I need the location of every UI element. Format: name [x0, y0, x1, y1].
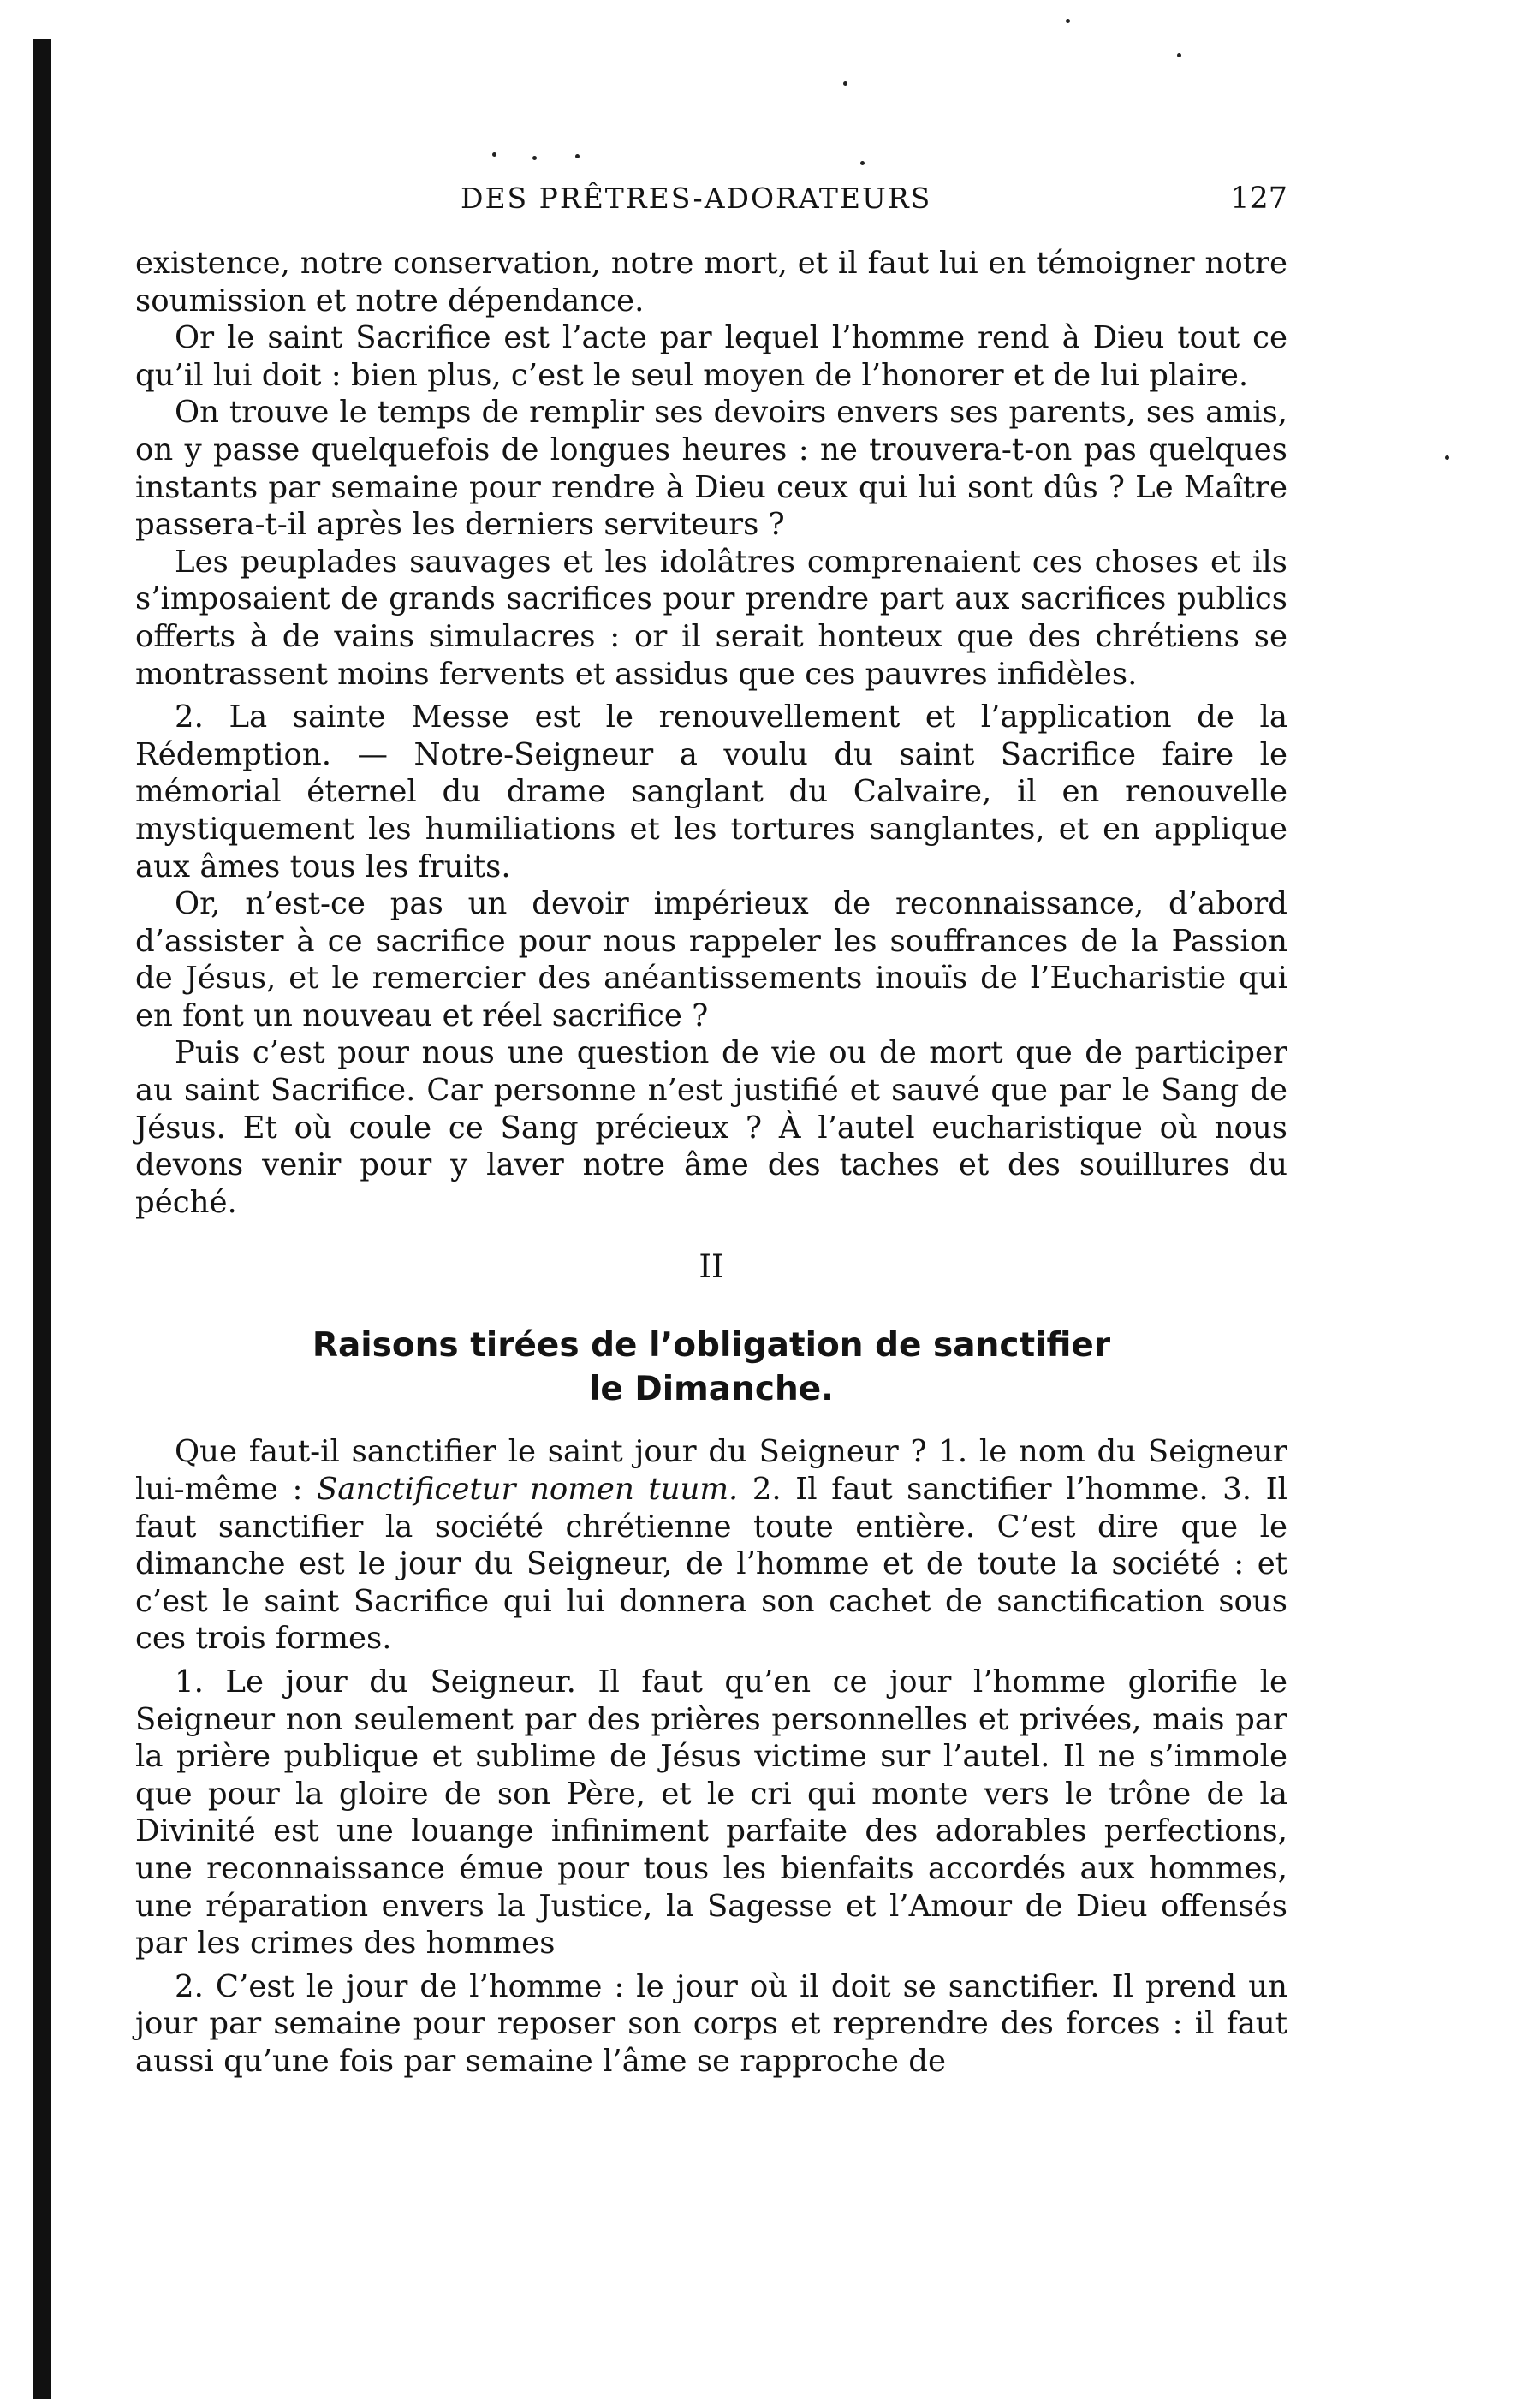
section-heading-line: Raisons tirées de l’obligation de sanctifier [312, 1326, 1111, 1366]
paragraph: Or le saint Sacrifice est l’acte par lequel l’homme rend à Dieu tout ce qu’il lui doit : bien plus, c’est le seul moyen de l’honorer et de lui plaire. [135, 320, 1287, 393]
page-binding-edge [33, 39, 51, 2399]
section-number: II [699, 1248, 724, 1286]
latin-quote: Sanctificetur nomen tuum. [316, 1472, 739, 1508]
paragraph: 1. Le jour du Seigneur. Il faut qu’en ce jour l’homme glorifie le Seigneur non seulement par des prières personnelles et privées, mais par la prière publique et sublime de Jésus victime sur l’autel. Il ne s’immole que pour la gloire de son Père, et le cri qui monte vers le trône de la Divinité est une louange infiniment parfaite des adorables perfections, une reconnaissance émue pour tous les bienfaits accordés aux hommes, une réparation envers la Justice, la Sagesse et l’Amour de Dieu offensés par les crimes des hommes [135, 1664, 1287, 1961]
running-header [135, 182, 1287, 223]
paragraph: 2. La sainte Messe est le renouvellement et l’application de la Rédemption. — Notre-Seigneur a voulu du saint Sacrifice faire le mémorial éternel du drame sanglant du Calvaire, il en renouvelle mystiquement les humiliations et les tortures sanglantes, et en applique aux âmes tous les fruits. [135, 699, 1287, 884]
paragraph: existence, notre conservation, notre mort, et il faut lui en témoigner notre soumission et notre dépendance. [135, 246, 1287, 318]
section-heading-line: le Dimanche. [588, 1370, 834, 1409]
section-heading [135, 1324, 1287, 1411]
paragraph: Les peuplades sauvages et les idolâtres comprenaient ces choses et ils s’imposaient de grands sacrifices pour prendre part aux sacrifices publics offerts à de vains simulacres : or il serait honteux que des chrétiens se montrassent moins fervents et assidus que ces pauvres infidèles. [135, 544, 1287, 692]
paragraph: Puis c’est pour nous une question de vie ou de mort que de participer au saint Sacrifice. Car personne n’est justifié et sauvé que par le Sang de Jésus. Et où coule ce Sang précieux ? À l’autel eucharistique où nous devons venir pour y laver notre âme des taches et des souillures du péché. [135, 1035, 1287, 1220]
paragraph: On trouve le temps de remplir ses devoirs envers ses parents, ses amis, on y passe quelquefois de longues heures : ne trouvera-t-on pas quelques instants par semaine pour rendre à Dieu ceux qui lui sont dûs ? Le Maître passera-t-il après les derniers serviteurs ? [135, 395, 1287, 543]
running-title: DES PRÊTRES-ADORATEURS [461, 182, 932, 215]
paragraph: 2. C’est le jour de l’homme : le jour où il doit se sanctifier. Il prend un jour par semaine pour reposer son corps et reprendre des forces : il faut aussi qu’une fois par semaine l’âme se rapproche de [135, 1968, 1287, 2079]
body-text [135, 245, 1287, 2081]
page-number: 127 [1230, 182, 1287, 216]
intro-text: Que faut-il sanctifier le saint jour du Seigneur ? 1. le nom du Seigneur lui-même : [135, 1434, 1287, 1508]
intro-text: 2. Il faut sanctifier l’homme. 3. Il faut sanctifier la société chrétienne toute entière. C’est dire que le dimanche est le jour du Seigneur, de l’homme et de toute la société : et c’est le saint Sacrifice qui lui donnera son cachet de sanctification sous ces trois formes. [135, 1472, 1287, 1657]
intro-paragraph [135, 1433, 1287, 1658]
paragraph: Or, n’est-ce pas un devoir impérieux de reconnaissance, d’abord d’assister à ce sacrifice pour nous rappeler les souffrances de la Passion de Jésus, et le remercier des anéantissements inouïs de l’Eucharistie qui en font un nouveau et réel sacrifice ? [135, 886, 1287, 1033]
